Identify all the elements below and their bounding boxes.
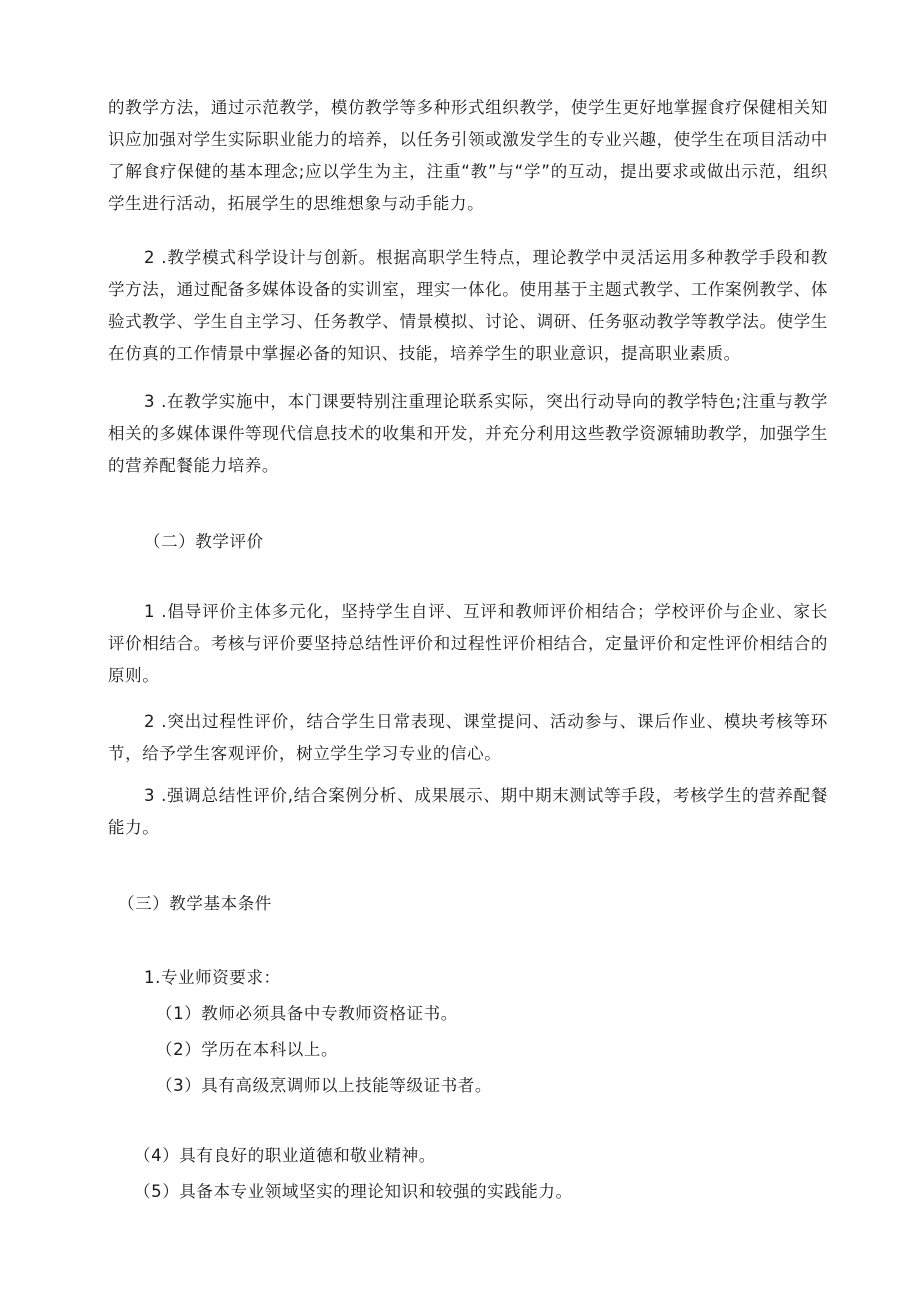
requirement-item-2: （2）学历在本科以上。 [156,1040,339,1059]
paragraph-evaluation-1: 1 .倡导评价主体多元化，坚持学生自评、互评和教师评价相结合；学校评价与企业、家长评价相结合。考核与评价要坚持总结性评价和过程性评价相结合，定量评价和定性评价相结合的原则。 [108,602,828,685]
section-heading-evaluation: （二）教学评价 [144,532,264,551]
paragraph-evaluation-2: 2 .突出过程性评价，结合学生日常表现、课堂提问、活动参与、课后作业、模块考核等环节，给予学生客观评价，树立学生学习专业的信心。 [108,712,828,763]
paragraph-evaluation-3: 3 .强调总结性评价,结合案例分析、成果展示、期中期末测试等手段，考核学生的营养配餐能力。 [108,786,828,837]
subheading-faculty-requirements: 1.专业师资要求： [144,968,281,987]
requirement-item-5: （5）具备本专业领域坚实的理论知识和较强的实践能力。 [134,1182,573,1201]
paragraph-teaching-mode: 2 .教学模式科学设计与创新。根据高职学生特点，理论教学中灵活运用多种教学手段和教学方法，通过配备多媒体设备的实训室，理实一体化。使用基于主题式教学、工作案例教学、体验式教学、学生自主学习、任务教学、情景模拟、讨论、调研、任务驱动教学等教学法。使学生在仿真的工作情景中掌握必备的知识、技能，培养学生的职业意识，提高职业素质。 [108,248,828,363]
paragraph-teaching-methods: 的教学方法，通过示范教学，模仿教学等多种形式组织教学，使学生更好地掌握食疗保健相关知识应加强对学生实际职业能力的培养，以任务引领或激发学生的专业兴趣，使学生在项目活动中了解食疗保健的基本理念;应以学生为主，注重“教”与“学”的互动，提出要求或做出示范，组织学生进行活动，拓展学生的思维想象与动手能力。 [108,98,828,213]
requirement-item-1: （1）教师必须具备中专教师资格证书。 [156,1004,458,1023]
paragraph-teaching-implementation: 3 .在教学实施中，本门课要特别注重理论联系实际，突出行动导向的教学特色;注重与教学相关的多媒体课件等现代信息技术的收集和开发，并充分利用这些教学资源辅助教学，加强学生的营养配餐能力培养。 [108,392,828,475]
section-heading-basic-conditions: （三）教学基本条件 [118,894,272,913]
requirement-item-3: （3）具有高级烹调师以上技能等级证书者。 [156,1076,492,1095]
requirement-item-4: （4）具有良好的职业道德和敬业精神。 [134,1146,436,1165]
